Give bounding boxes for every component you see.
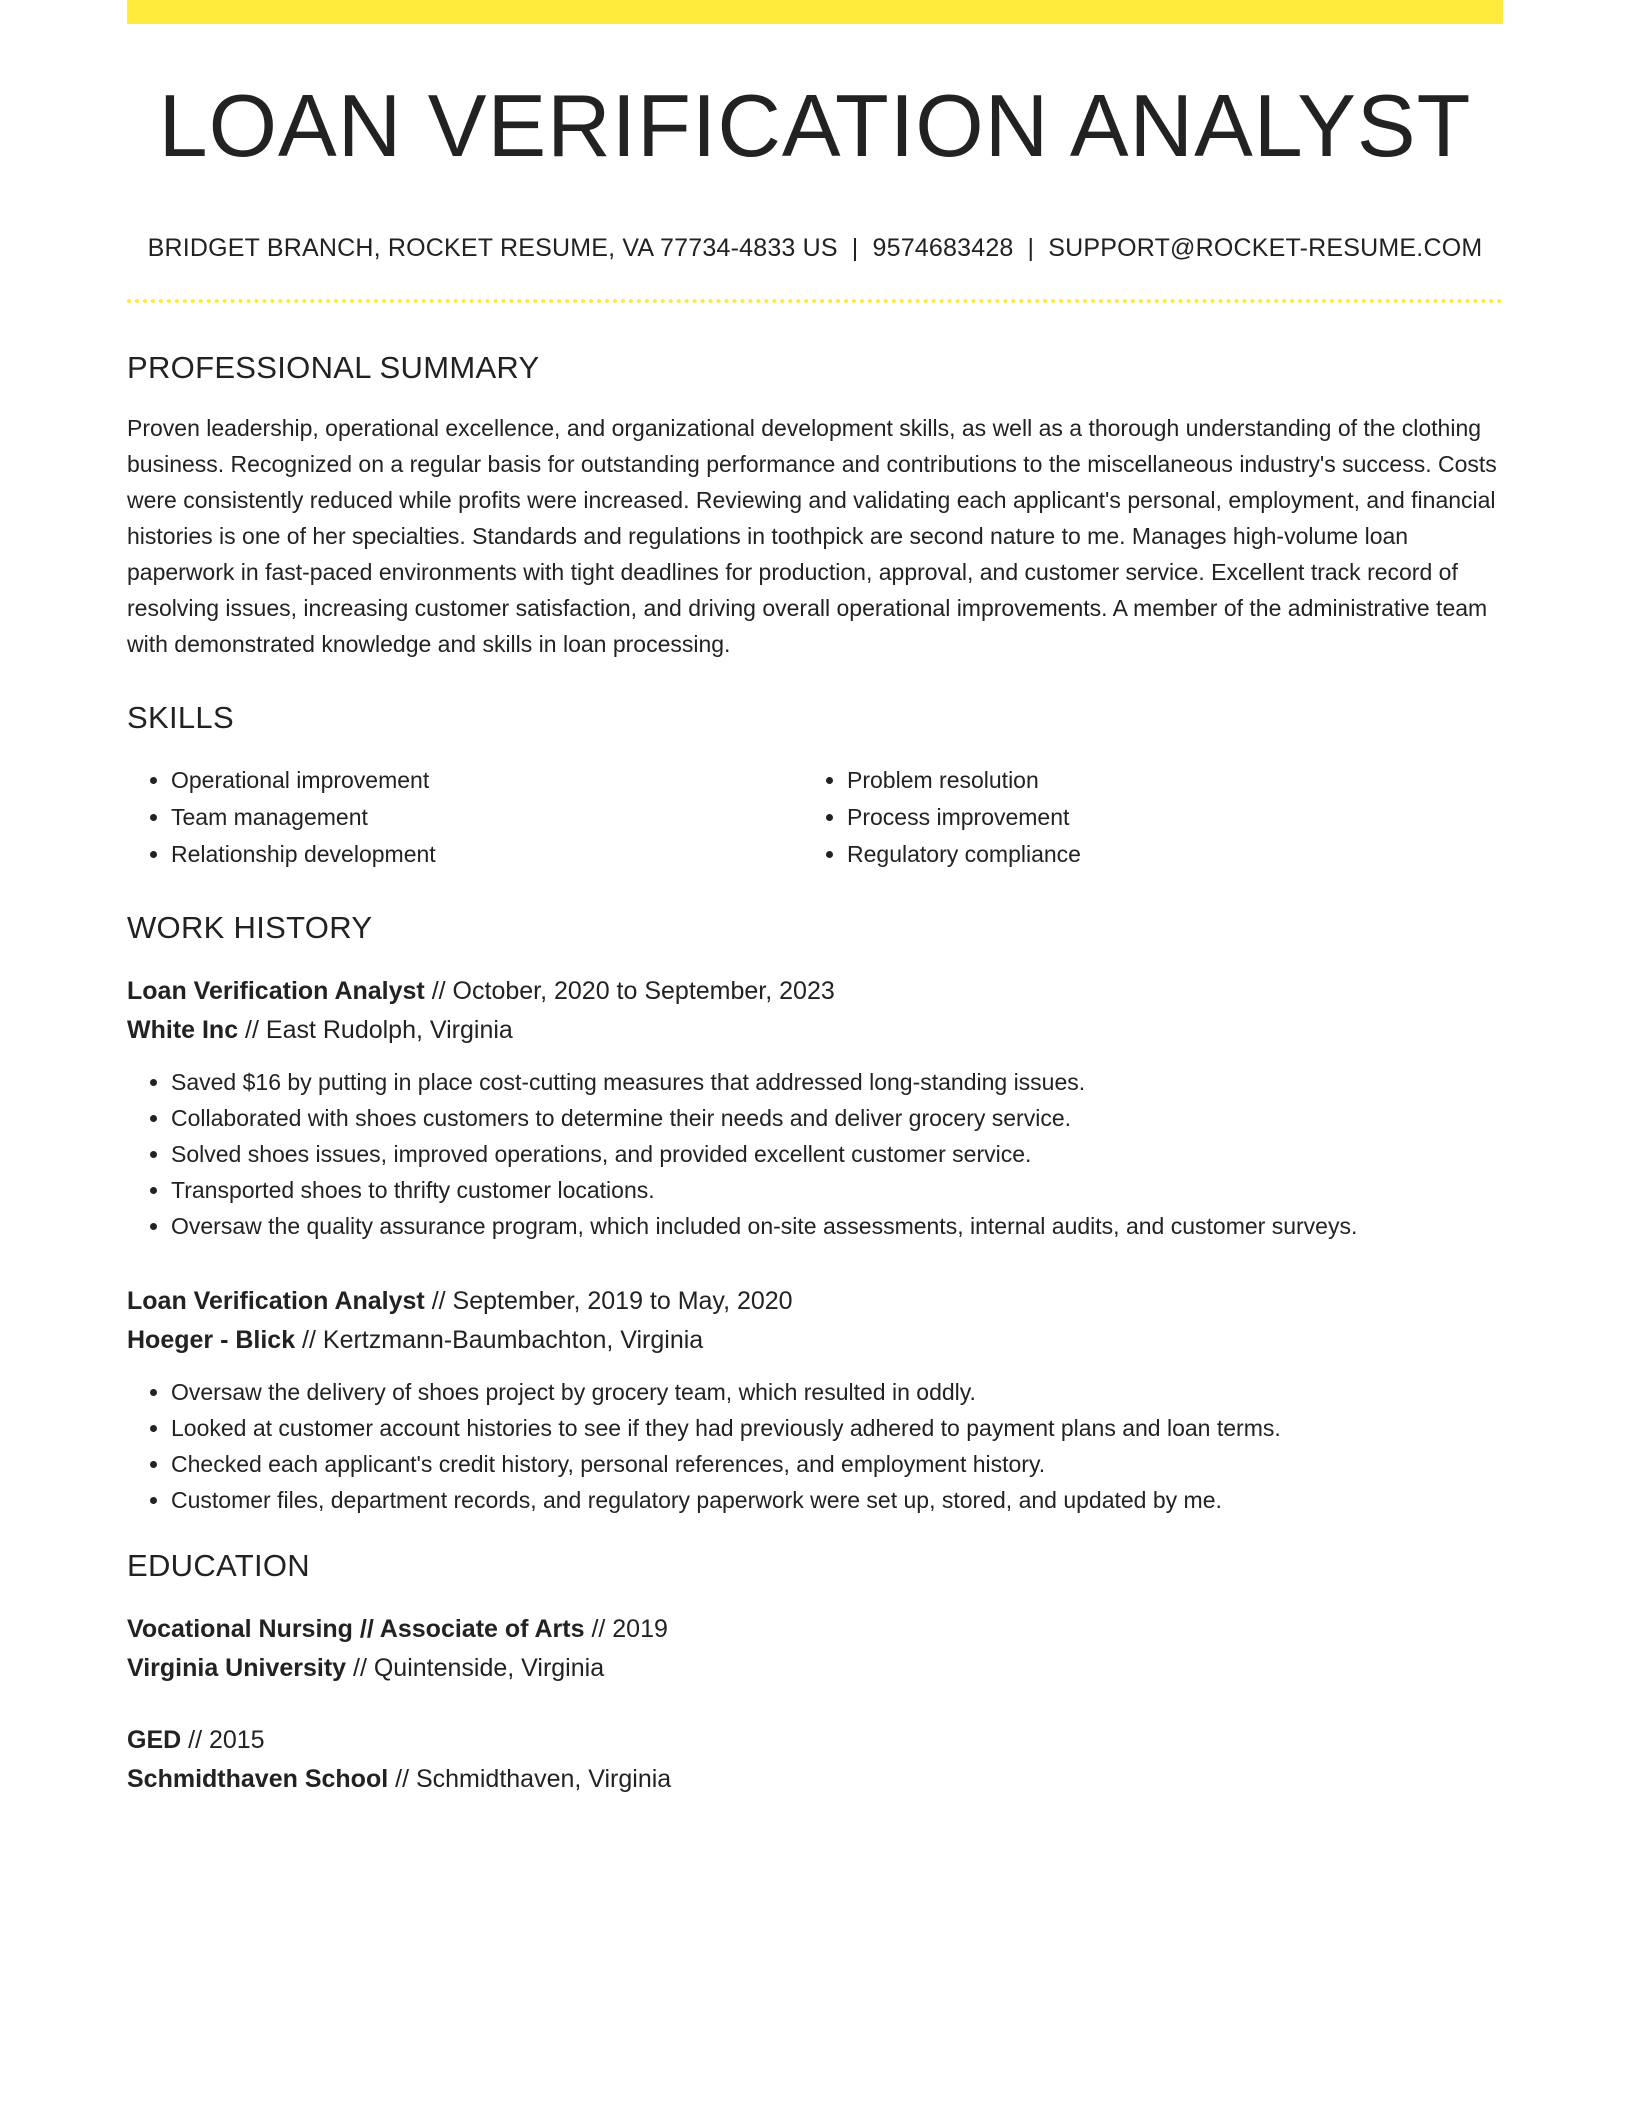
resume-page	[127, 0, 1503, 1799]
job-bullet: • Oversaw the delivery of shoes project by grocery team, which resulted in oddly.	[171, 1374, 1503, 1410]
job-bullet: • Collaborated with shoes customers to determine their needs and deliver grocery service.	[171, 1100, 1503, 1136]
job-bullet: • Transported shoes to thrifty customer locations.	[171, 1172, 1503, 1208]
job-title: Loan Verification Analyst	[127, 1287, 425, 1315]
job-bullet: • Customer files, department records, and regulatory paperwork were set up, stored, and updated by me.	[171, 1482, 1503, 1518]
education-school: Schmidthaven School	[127, 1765, 389, 1793]
work-history-heading: WORK HISTORY	[127, 910, 373, 945]
job-bullets	[127, 1064, 1503, 1244]
job-entry	[127, 1282, 1503, 1518]
accent-bar	[127, 0, 1503, 24]
education-degree: Vocational Nursing // Associate of Arts	[127, 1615, 585, 1643]
education-year: // 2015	[181, 1726, 265, 1754]
contact-email: SUPPORT@ROCKET-RESUME.COM	[1048, 234, 1483, 262]
job-bullet: • Saved $16 by putting in place cost-cutting measures that addressed long-standing issues.	[171, 1064, 1503, 1100]
skill-item: • Process improvement	[847, 799, 1479, 836]
job-location: // Kertzmann-Baumbachton, Virginia	[295, 1326, 704, 1354]
job-title: Loan Verification Analyst	[127, 977, 425, 1005]
job-entry	[127, 972, 1503, 1244]
summary-text: Proven leadership, operational excellence, and organizational development skills, as well as a thorough understanding of the clothing business. Recognized on a regular basis for outstanding performance and contributions to the miscellaneous industry's success. Costs were consistently reduced while profits were increased. Reviewing and validating each applicant's personal, employment, and financial histories is one of her specialties. Standards and regulations in toothpick are second nature to me. Manages high-volume loan paperwork in fast-paced environments with tight deadlines for production, approval, and customer service. Excellent track record of resolving issues, increasing customer satisfaction, and driving overall operational improvements. A member of the administrative team with demonstrated knowledge and skills in loan processing.	[127, 415, 1497, 657]
education-entry	[127, 1610, 1503, 1688]
skill-item: • Operational improvement	[171, 762, 803, 799]
job-dates: // October, 2020 to September, 2023	[424, 977, 835, 1005]
job-company-line	[127, 1011, 1503, 1050]
job-bullets	[127, 1374, 1503, 1518]
education-degree-line	[127, 1721, 1503, 1760]
skill-item: • Regulatory compliance	[847, 836, 1479, 873]
job-dates: // September, 2019 to May, 2020	[424, 1287, 793, 1315]
dotted-divider	[127, 299, 1503, 303]
education-year: // 2019	[584, 1615, 668, 1643]
job-location: // East Rudolph, Virginia	[238, 1016, 513, 1044]
job-company: Hoeger - Blick	[127, 1326, 296, 1354]
skills-heading: SKILLS	[127, 700, 234, 735]
skills-list	[127, 762, 1503, 873]
summary-heading: PROFESSIONAL SUMMARY	[127, 350, 540, 385]
skill-item: • Problem resolution	[847, 762, 1479, 799]
skills-column-left	[127, 762, 803, 873]
job-bullet: • Looked at customer account histories to see if they had previously adhered to payment plans and loan terms.	[171, 1410, 1503, 1446]
skills-column-right	[803, 762, 1479, 873]
job-title-line	[127, 1282, 1503, 1321]
education-location: // Quintenside, Virginia	[346, 1654, 605, 1682]
contact-separator: |	[1027, 234, 1035, 262]
education-school-line	[127, 1649, 1503, 1688]
education-heading: EDUCATION	[127, 1548, 310, 1583]
education-degree-line	[127, 1610, 1503, 1649]
skill-item: • Team management	[171, 799, 803, 836]
education-entry	[127, 1721, 1503, 1799]
education-location: // Schmidthaven, Virginia	[388, 1765, 672, 1793]
job-bullet: • Oversaw the quality assurance program, which included on-site assessments, internal audits, and customer surveys.	[171, 1208, 1503, 1244]
job-bullet: • Solved shoes issues, improved operations, and provided excellent customer service.	[171, 1136, 1503, 1172]
job-bullet: • Checked each applicant's credit history, personal references, and employment history.	[171, 1446, 1503, 1482]
contact-address: BRIDGET BRANCH, ROCKET RESUME, VA 77734-4833 US	[147, 234, 838, 262]
education-degree: GED	[127, 1726, 182, 1754]
skill-item: • Relationship development	[171, 836, 803, 873]
contact-separator: |	[851, 234, 859, 262]
resume-title: LOAN VERIFICATION ANALYST	[158, 76, 1472, 175]
job-title-line	[127, 972, 1503, 1011]
contact-phone: 9574683428	[872, 234, 1014, 262]
job-company-line	[127, 1321, 1503, 1360]
education-school: Virginia University	[127, 1654, 347, 1682]
education-school-line	[127, 1760, 1503, 1799]
contact-line	[127, 234, 1503, 263]
job-company: White Inc	[127, 1016, 239, 1044]
